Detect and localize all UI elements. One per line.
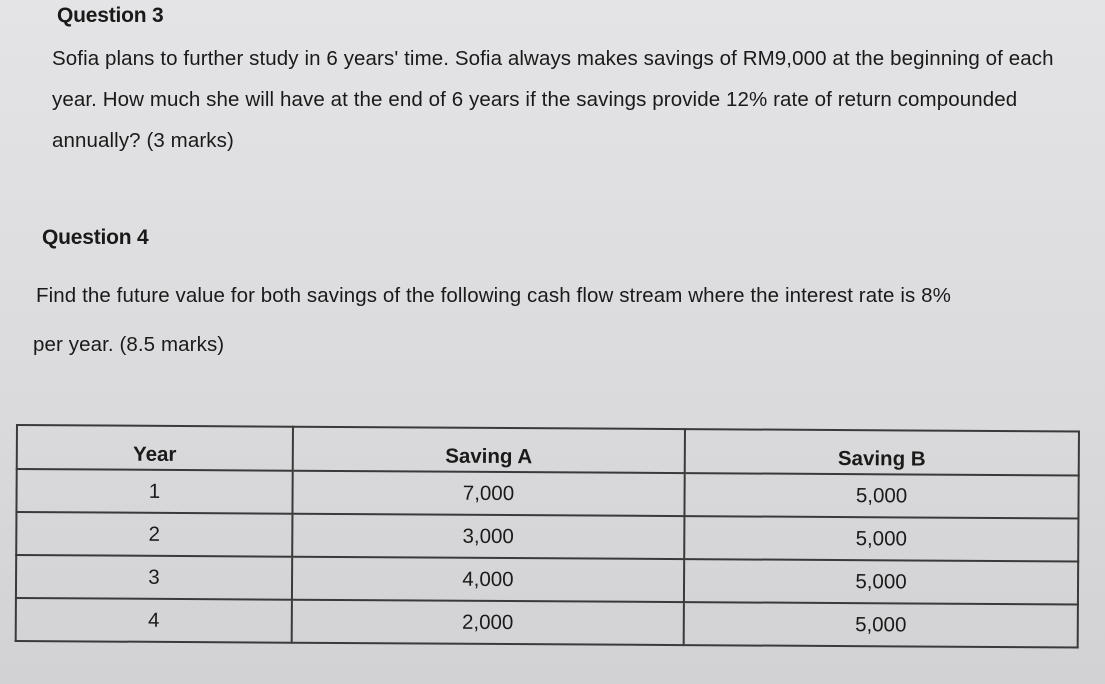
question-3-text: Sofia plans to further study in 6 years' time. Sofia always makes savings of RM9,000 at the beginning of each year. How much she will have at the end of 6 years if the savings provide 12% rate of return compounded annually? (3 marks) [52,47,1054,152]
cell-saving-b: 5,000 [684,473,1078,518]
cell-year: 2 [16,512,292,557]
cash-flow-table [15,424,1080,648]
table-header-row [17,425,1079,475]
table-row [16,512,1078,561]
cell-saving-b: 5,000 [684,559,1078,604]
cell-saving-a: 7,000 [292,471,684,516]
table-row [16,598,1078,647]
cell-saving-a: 2,000 [292,600,684,645]
cell-year: 3 [16,555,292,600]
cell-saving-b: 5,000 [684,602,1078,647]
header-saving-a: Saving A [293,427,685,473]
question-3-title: Question 3 [57,4,164,27]
header-year: Year [17,425,293,471]
cell-year: 1 [16,469,292,514]
cell-saving-a: 4,000 [292,557,684,602]
question-4-text-line-1: Find the future value for both savings of the following cash flow stream where the interest rate is 8% [36,284,951,307]
table-row [16,555,1078,604]
header-saving-b: Saving B [685,429,1079,475]
table-row [16,469,1078,518]
cell-saving-a: 3,000 [292,514,684,559]
cell-year: 4 [16,598,292,643]
question-4-title: Question 4 [42,226,149,249]
cell-saving-b: 5,000 [684,516,1078,561]
question-4-text-line-2: per year. (8.5 marks) [33,333,225,356]
